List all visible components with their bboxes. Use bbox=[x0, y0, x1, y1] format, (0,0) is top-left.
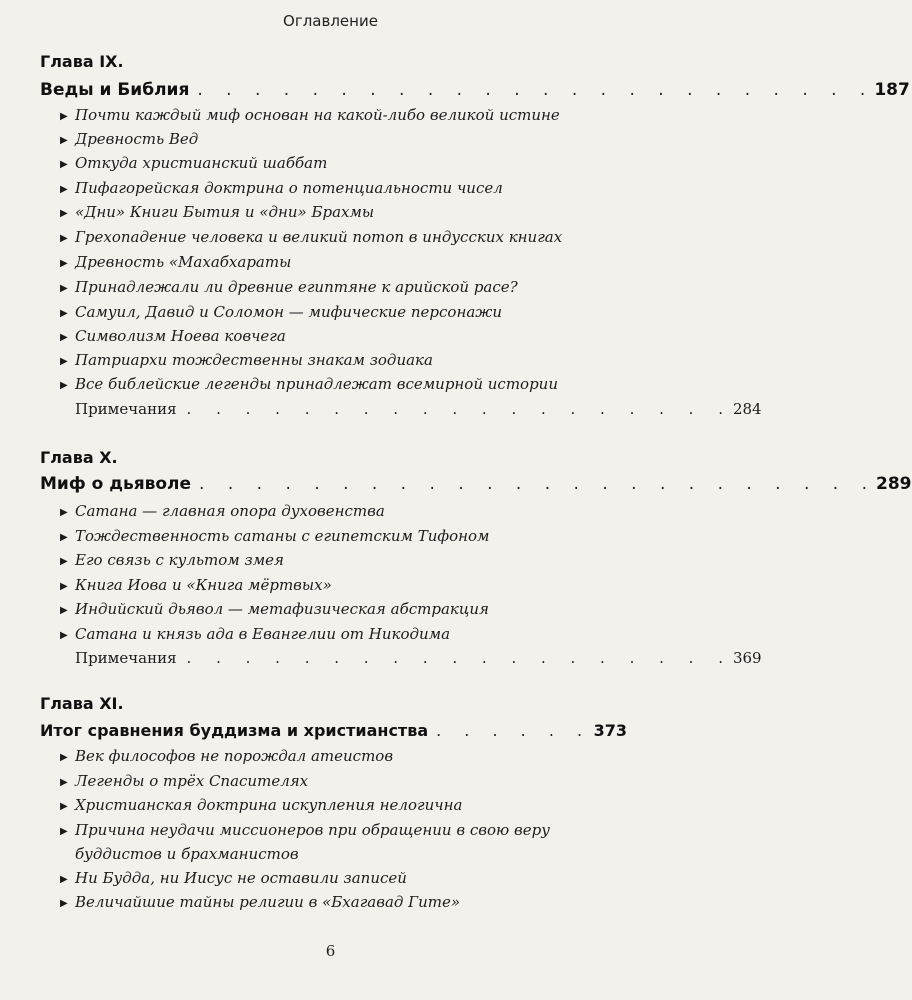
notes-leader-dots: . . . . . . . . . . . . . . . . . . . bbox=[186, 649, 733, 667]
toc-item[interactable] bbox=[60, 325, 631, 349]
triangle-bullet-icon: ▶ bbox=[60, 111, 68, 122]
toc-item[interactable] bbox=[60, 819, 631, 865]
chapter-9-page: 187 bbox=[874, 80, 910, 100]
toc-item[interactable] bbox=[60, 177, 631, 201]
toc-item-continuation: буддистов и брахманистов bbox=[75, 845, 299, 863]
page-header-title: Оглавление bbox=[283, 12, 378, 30]
notes-page: 369 bbox=[732, 649, 762, 667]
toc-item-text: Легенды о трёх Спасителях bbox=[75, 772, 309, 790]
chapter-10-notes-row[interactable] bbox=[75, 649, 762, 667]
chapter-9-title: Веды и Библия bbox=[40, 80, 190, 100]
toc-item[interactable] bbox=[60, 867, 631, 891]
chapter-11-title-row[interactable] bbox=[40, 721, 627, 740]
toc-item[interactable] bbox=[60, 770, 631, 794]
triangle-bullet-icon: ▶ bbox=[60, 752, 68, 763]
toc-item[interactable] bbox=[60, 891, 631, 915]
toc-item-text: Все библейские легенды принадлежат всемирной истории bbox=[75, 375, 559, 393]
triangle-bullet-icon: ▶ bbox=[60, 380, 68, 391]
triangle-bullet-icon: ▶ bbox=[60, 356, 68, 367]
triangle-bullet-icon: ▶ bbox=[60, 605, 68, 616]
toc-item[interactable] bbox=[60, 373, 631, 397]
triangle-bullet-icon: ▶ bbox=[60, 507, 68, 518]
triangle-bullet-icon: ▶ bbox=[60, 898, 68, 909]
triangle-bullet-icon: ▶ bbox=[60, 308, 68, 319]
toc-item[interactable] bbox=[60, 598, 631, 622]
chapter-10-title: Миф о дьяволе bbox=[40, 474, 192, 494]
triangle-bullet-icon: ▶ bbox=[60, 184, 68, 195]
toc-item[interactable] bbox=[60, 525, 631, 549]
chapter-10-title-row[interactable] bbox=[40, 474, 912, 494]
triangle-bullet-icon: ▶ bbox=[60, 135, 68, 146]
toc-item[interactable] bbox=[60, 201, 631, 225]
triangle-bullet-icon: ▶ bbox=[60, 532, 68, 543]
chapter-9-notes-row[interactable] bbox=[75, 400, 762, 418]
toc-item-text: Грехопадение человека и великий потоп в индусских книгах bbox=[75, 228, 563, 246]
triangle-bullet-icon: ▶ bbox=[60, 874, 68, 885]
triangle-bullet-icon: ▶ bbox=[60, 556, 68, 567]
toc-item-text: Тождественность сатаны с египетским Тифоном bbox=[75, 527, 490, 545]
toc-item[interactable] bbox=[60, 251, 631, 275]
toc-item[interactable] bbox=[60, 152, 631, 176]
chapter-11-leader-dots: . . . . . . bbox=[436, 721, 592, 740]
toc-item-text: Христианская доктрина искупления нелогична bbox=[75, 796, 463, 814]
triangle-bullet-icon: ▶ bbox=[60, 233, 68, 244]
chapter-11-title: Итог сравнения буддизма и христианства bbox=[40, 721, 429, 740]
toc-item-text: Откуда христианский шаббат bbox=[75, 154, 328, 172]
toc-item[interactable] bbox=[60, 349, 631, 373]
toc-item[interactable] bbox=[60, 226, 631, 250]
toc-item-text: Его связь с культом змея bbox=[75, 551, 284, 569]
toc-item-text: Патриархи тождественны знакам зодиака bbox=[75, 351, 433, 369]
toc-item[interactable] bbox=[60, 128, 631, 152]
toc-item[interactable] bbox=[60, 104, 631, 128]
chapter-10-page: 289 bbox=[876, 474, 912, 494]
chapter-11-page: 373 bbox=[593, 721, 627, 740]
chapter-10-label: Глава X. bbox=[40, 448, 118, 467]
toc-item[interactable] bbox=[60, 549, 631, 573]
toc-item-text: Древность «Махабхараты bbox=[75, 253, 292, 271]
chapter-9-title-row[interactable] bbox=[40, 80, 910, 100]
triangle-bullet-icon: ▶ bbox=[60, 826, 68, 837]
notes-page: 284 bbox=[732, 400, 762, 418]
toc-item-text: Пифагорейская доктрина о потенциальности чисел bbox=[75, 179, 503, 197]
triangle-bullet-icon: ▶ bbox=[60, 283, 68, 294]
toc-item[interactable] bbox=[60, 276, 631, 300]
notes-label: Примечания bbox=[75, 649, 177, 667]
notes-leader-dots: . . . . . . . . . . . . . . . . . . . bbox=[186, 400, 733, 418]
toc-item-text: Самуил, Давид и Соломон — мифические персонажи bbox=[75, 303, 502, 321]
triangle-bullet-icon: ▶ bbox=[60, 801, 68, 812]
toc-item-text: Сатана и князь ада в Евангелии от Никодима bbox=[75, 625, 451, 643]
chapter-9-leader-dots: . . . . . . . . . . . . . . . . . . . . . . . . bbox=[197, 80, 875, 100]
triangle-bullet-icon: ▶ bbox=[60, 332, 68, 343]
triangle-bullet-icon: ▶ bbox=[60, 630, 68, 641]
chapter-11-label: Глава XI. bbox=[40, 694, 124, 713]
chapter-9-label: Глава IX. bbox=[40, 52, 124, 71]
toc-item-text: Сатана — главная опора духовенства bbox=[75, 502, 385, 520]
toc-item-text: Век философов не порождал атеистов bbox=[75, 747, 394, 765]
toc-item-text: Величайшие тайны религии в «Бхагавад Гите» bbox=[75, 893, 461, 911]
notes-label: Примечания bbox=[75, 400, 177, 418]
page-number: 6 bbox=[325, 942, 336, 960]
triangle-bullet-icon: ▶ bbox=[60, 777, 68, 788]
toc-item[interactable] bbox=[60, 794, 631, 818]
toc-item[interactable] bbox=[60, 574, 631, 598]
triangle-bullet-icon: ▶ bbox=[60, 258, 68, 269]
triangle-bullet-icon: ▶ bbox=[60, 159, 68, 170]
toc-item-text: Почти каждый миф основан на какой-либо великой истине bbox=[75, 106, 560, 124]
toc-item-text: Древность Вед bbox=[75, 130, 199, 148]
toc-item-text: Ни Будда, ни Иисус не оставили записей bbox=[75, 869, 407, 887]
toc-item-text: Символизм Ноева ковчега bbox=[75, 327, 286, 345]
toc-item[interactable] bbox=[60, 623, 631, 647]
chapter-10-leader-dots: . . . . . . . . . . . . . . . . . . . . . . . . bbox=[199, 474, 877, 494]
triangle-bullet-icon: ▶ bbox=[60, 208, 68, 219]
toc-item[interactable] bbox=[60, 500, 631, 524]
triangle-bullet-icon: ▶ bbox=[60, 581, 68, 592]
toc-item-text: Принадлежали ли древние египтяне к арийской расе? bbox=[75, 278, 518, 296]
toc-item[interactable] bbox=[60, 301, 631, 325]
toc-item-text: Индийский дьявол — метафизическая абстракция bbox=[75, 600, 489, 618]
toc-item-text: «Дни» Книги Бытия и «дни» Брахмы bbox=[75, 203, 375, 221]
toc-item[interactable] bbox=[60, 745, 631, 769]
toc-item-text: Книга Иова и «Книга мёртвых» bbox=[75, 576, 332, 594]
toc-item-text: Причина неудачи миссионеров при обращении в свою веру bbox=[75, 821, 550, 839]
